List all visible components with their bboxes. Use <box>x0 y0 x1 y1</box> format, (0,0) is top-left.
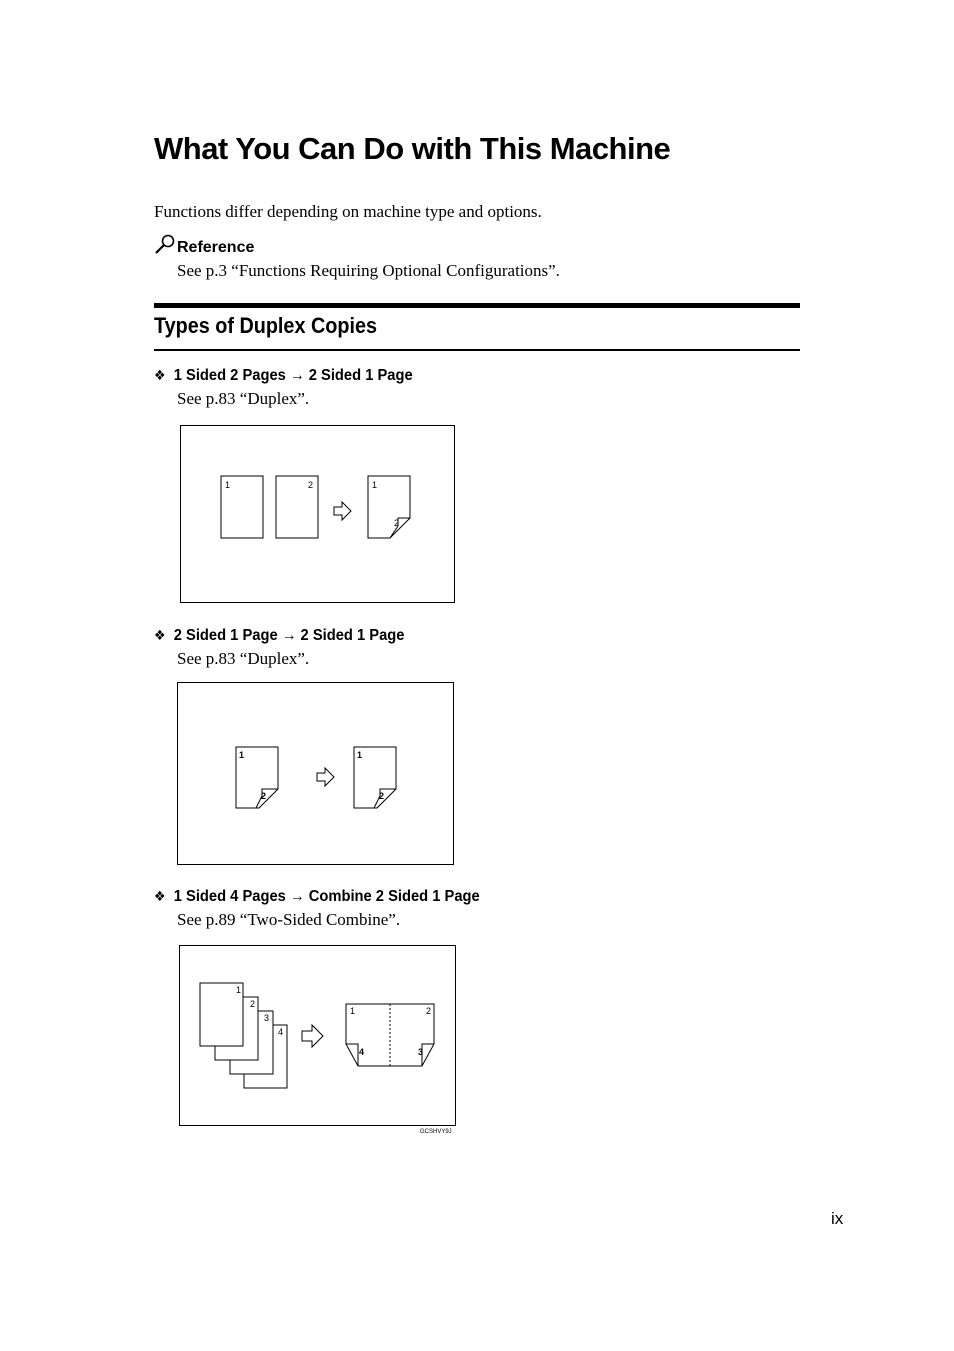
page-number: 4 <box>278 1027 284 1037</box>
heading-from: 1 Sided 2 Pages <box>173 367 286 384</box>
heading-arrow: → <box>289 367 305 384</box>
reference-label: Reference <box>177 239 255 256</box>
heading-from: 2 Sided 1 Page <box>173 627 278 644</box>
page-number: 2 <box>250 999 256 1009</box>
reference-magnifier-icon <box>154 234 176 254</box>
heading-arrow: → <box>289 888 305 905</box>
item-see-reference: See p.83 “Duplex”. <box>177 389 310 408</box>
heading-to: 2 Sided 1 Page <box>308 367 413 384</box>
item-see-reference: See p.89 “Two-Sided Combine”. <box>177 910 401 929</box>
item-heading <box>154 888 480 906</box>
duplex-figure-3 <box>179 945 456 1126</box>
page-number: 2 <box>394 518 400 528</box>
figure-code: GCSHVY9J <box>420 1129 452 1135</box>
intro-text: Functions differ depending on machine type and options. <box>154 202 542 221</box>
page-number: 3 <box>418 1047 424 1057</box>
page-number: 1 <box>225 480 231 490</box>
page-number: 1 <box>372 480 378 490</box>
heading-arrow: → <box>281 627 297 644</box>
page-number: 2 <box>308 480 314 490</box>
page-title: What You Can Do with This Machine <box>154 131 671 166</box>
right-arrow-icon <box>302 1025 323 1047</box>
item-see-reference: See p.83 “Duplex”. <box>177 649 310 668</box>
duplex-figure-1 <box>180 425 455 603</box>
heading-to: 2 Sided 1 Page <box>300 627 405 644</box>
heading-from: 1 Sided 4 Pages <box>173 888 286 905</box>
page-number: 2 <box>379 791 385 801</box>
heading-to: Combine 2 Sided 1 Page <box>308 888 480 905</box>
page-number-footer: ix <box>831 1209 844 1228</box>
page-number: 3 <box>264 1013 270 1023</box>
item-heading <box>154 367 413 385</box>
page-number: 1 <box>350 1006 356 1016</box>
diamond-bullet-icon: ❖ <box>154 628 166 644</box>
duplex-figure-2 <box>177 682 454 865</box>
reference-text: See p.3 “Functions Requiring Optional Configurations”. <box>177 261 560 280</box>
diamond-bullet-icon: ❖ <box>154 368 166 384</box>
page-number: 2 <box>261 791 267 801</box>
page-number: 1 <box>357 750 363 760</box>
section-rule-top <box>154 303 800 308</box>
section-title: Types of Duplex Copies <box>154 313 377 338</box>
item-heading <box>154 627 404 645</box>
right-arrow-icon <box>317 768 334 786</box>
section-rule-bottom <box>154 349 800 351</box>
page-number: 4 <box>359 1047 365 1057</box>
diamond-bullet-icon: ❖ <box>154 889 166 905</box>
page-number: 2 <box>426 1006 432 1016</box>
right-arrow-icon <box>334 502 351 520</box>
page-number: 1 <box>239 750 245 760</box>
page-number: 1 <box>236 985 242 995</box>
